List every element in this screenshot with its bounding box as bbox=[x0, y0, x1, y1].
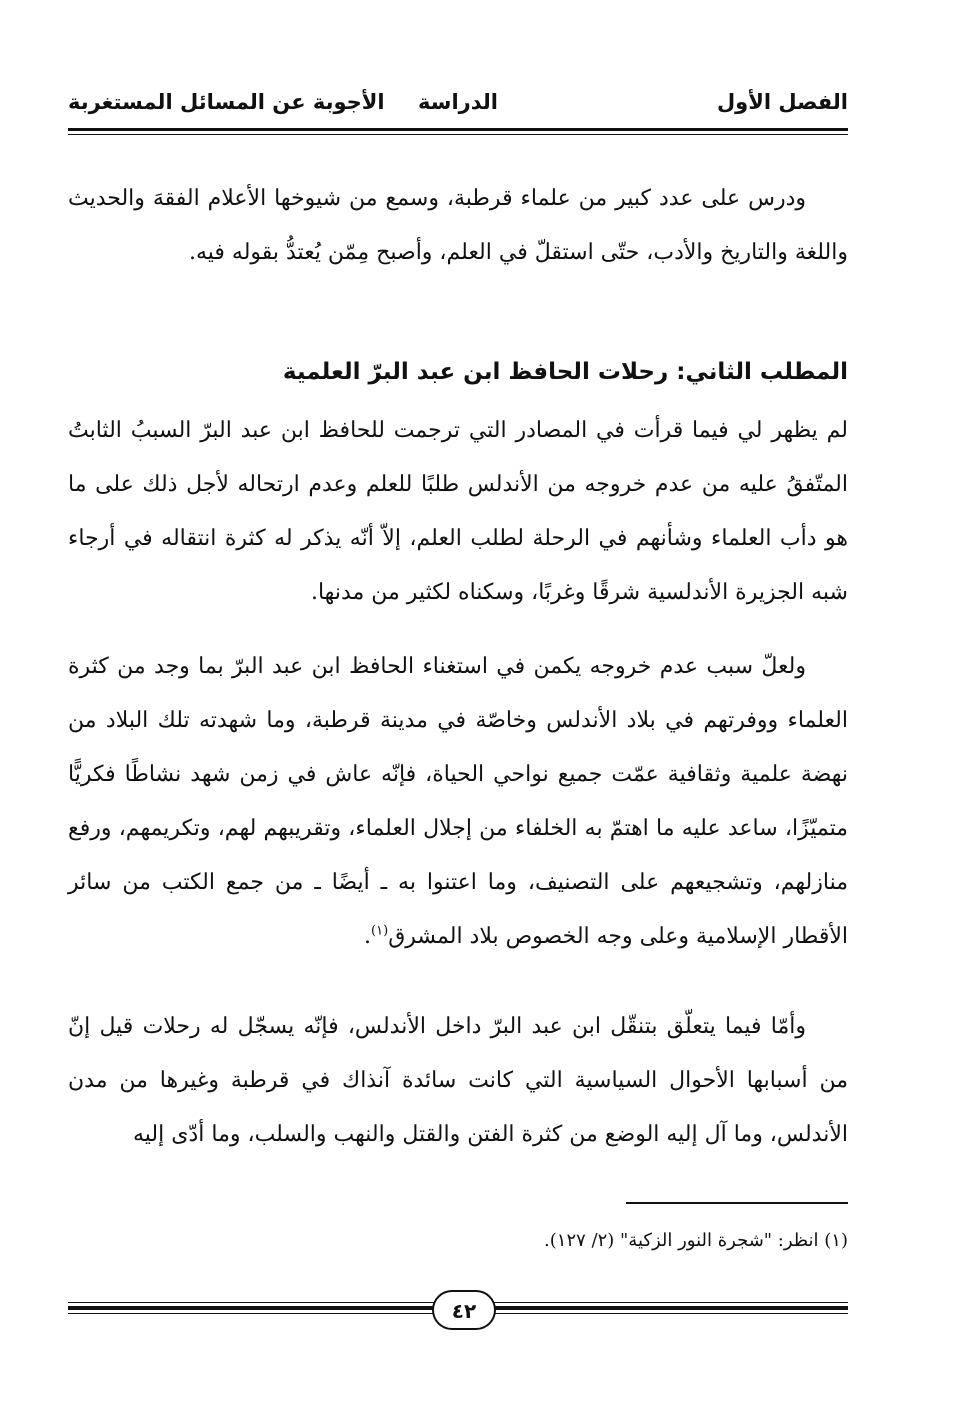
header-section: الدراسة bbox=[418, 90, 498, 114]
section-heading bbox=[68, 352, 848, 392]
footnote-divider bbox=[626, 1202, 848, 1204]
paragraph-3-text: ولعلّ سبب عدم خروجه يكمن في استغناء الحافظ ابن عبد البرّ بما وجد من كثرة العلماء ووفرتهم في بلاد الأندلس وخاصّة في مدينة قرطبة، وما شهدته تلك البلاد من نهضة علمية وثقافية عمّت جميع نواحي الحياة، فإنّه عاش في زمن شهد نشاطًا فكريًّا متميّزًا، ساعد عليه ما اهتمّ به الخلفاء من إجلال العلماء، وتقريبهم لهم، وتكريمهم، ورفع منازلهم، وتشجيعهم على التصنيف، وما اعتنوا به ـ أيضًا ـ من جمع الكتب من سائر الأقطار الإسلامية وعلى وجه الخصوص بلاد المشرق bbox=[68, 654, 848, 949]
paragraph-1-text: ودرس على عدد كبير من علماء قرطبة، وسمع من شيوخها الأعلام الفقهَ والحديث واللغة والتاريخ والأدب، حتّى استقلّ في العلم، وأصبح مِمّن يُعتدُّ بقوله فيه. bbox=[68, 186, 848, 265]
paragraph-3-block bbox=[68, 640, 848, 964]
paragraph-4-text: وأمّا فيما يتعلّق بتنقّل ابن عبد البرّ داخل الأندلس، فإنّه يسجّل له رحلات قيل إنّ من أسبابها الأحوال السياسية التي كانت سائدة آنذاك في قرطبة وغيرها من مدن الأندلس، وما آل إليه الوضع من كثرة الفتن والقتل والنهب والسلب، وما أدّى إليه bbox=[68, 1014, 848, 1147]
section-heading-title: رحلات الحافظ ابن عبد البرّ العلمية bbox=[282, 359, 669, 385]
paragraph-2 bbox=[68, 404, 848, 620]
header-divider bbox=[68, 128, 848, 131]
header-book-title: الأجوبة عن المسائل المستغربة bbox=[68, 90, 385, 114]
page-number: ٤٢ bbox=[432, 1290, 496, 1330]
paragraph-2-text: لم يظهر لي فيما قرأت في المصادر التي ترجمت للحافظ ابن عبد البرّ السببُ الثابتُ المتّفقُ عليه من عدم خروجه من الأندلس طلبًا للعلم وعدم ارتحاله لأجل ذلك على ما هو دأب العلماء وشأنهم في الرحلة لطلب العلم، إلاّ أنّه يذكر له كثرة انتقاله في أرجاء شبه الجزيرة الأندلسية شرقًا وغربًا، وسكناه لكثير من مدنها. bbox=[68, 418, 848, 605]
section-heading-label: المطلب الثاني: bbox=[676, 359, 848, 385]
paragraph-4 bbox=[68, 1000, 848, 1162]
footnote-reference[interactable]: (١) bbox=[371, 923, 389, 939]
running-header bbox=[68, 84, 848, 124]
paragraph-3-end: . bbox=[364, 924, 372, 949]
header-chapter: الفصل الأول bbox=[716, 90, 848, 114]
footnote: (١) انظر: "شجرة النور الزكية" (٢/ ١٢٧). bbox=[544, 1230, 848, 1251]
paragraph-1 bbox=[68, 172, 848, 280]
paragraph-3 bbox=[68, 640, 848, 964]
